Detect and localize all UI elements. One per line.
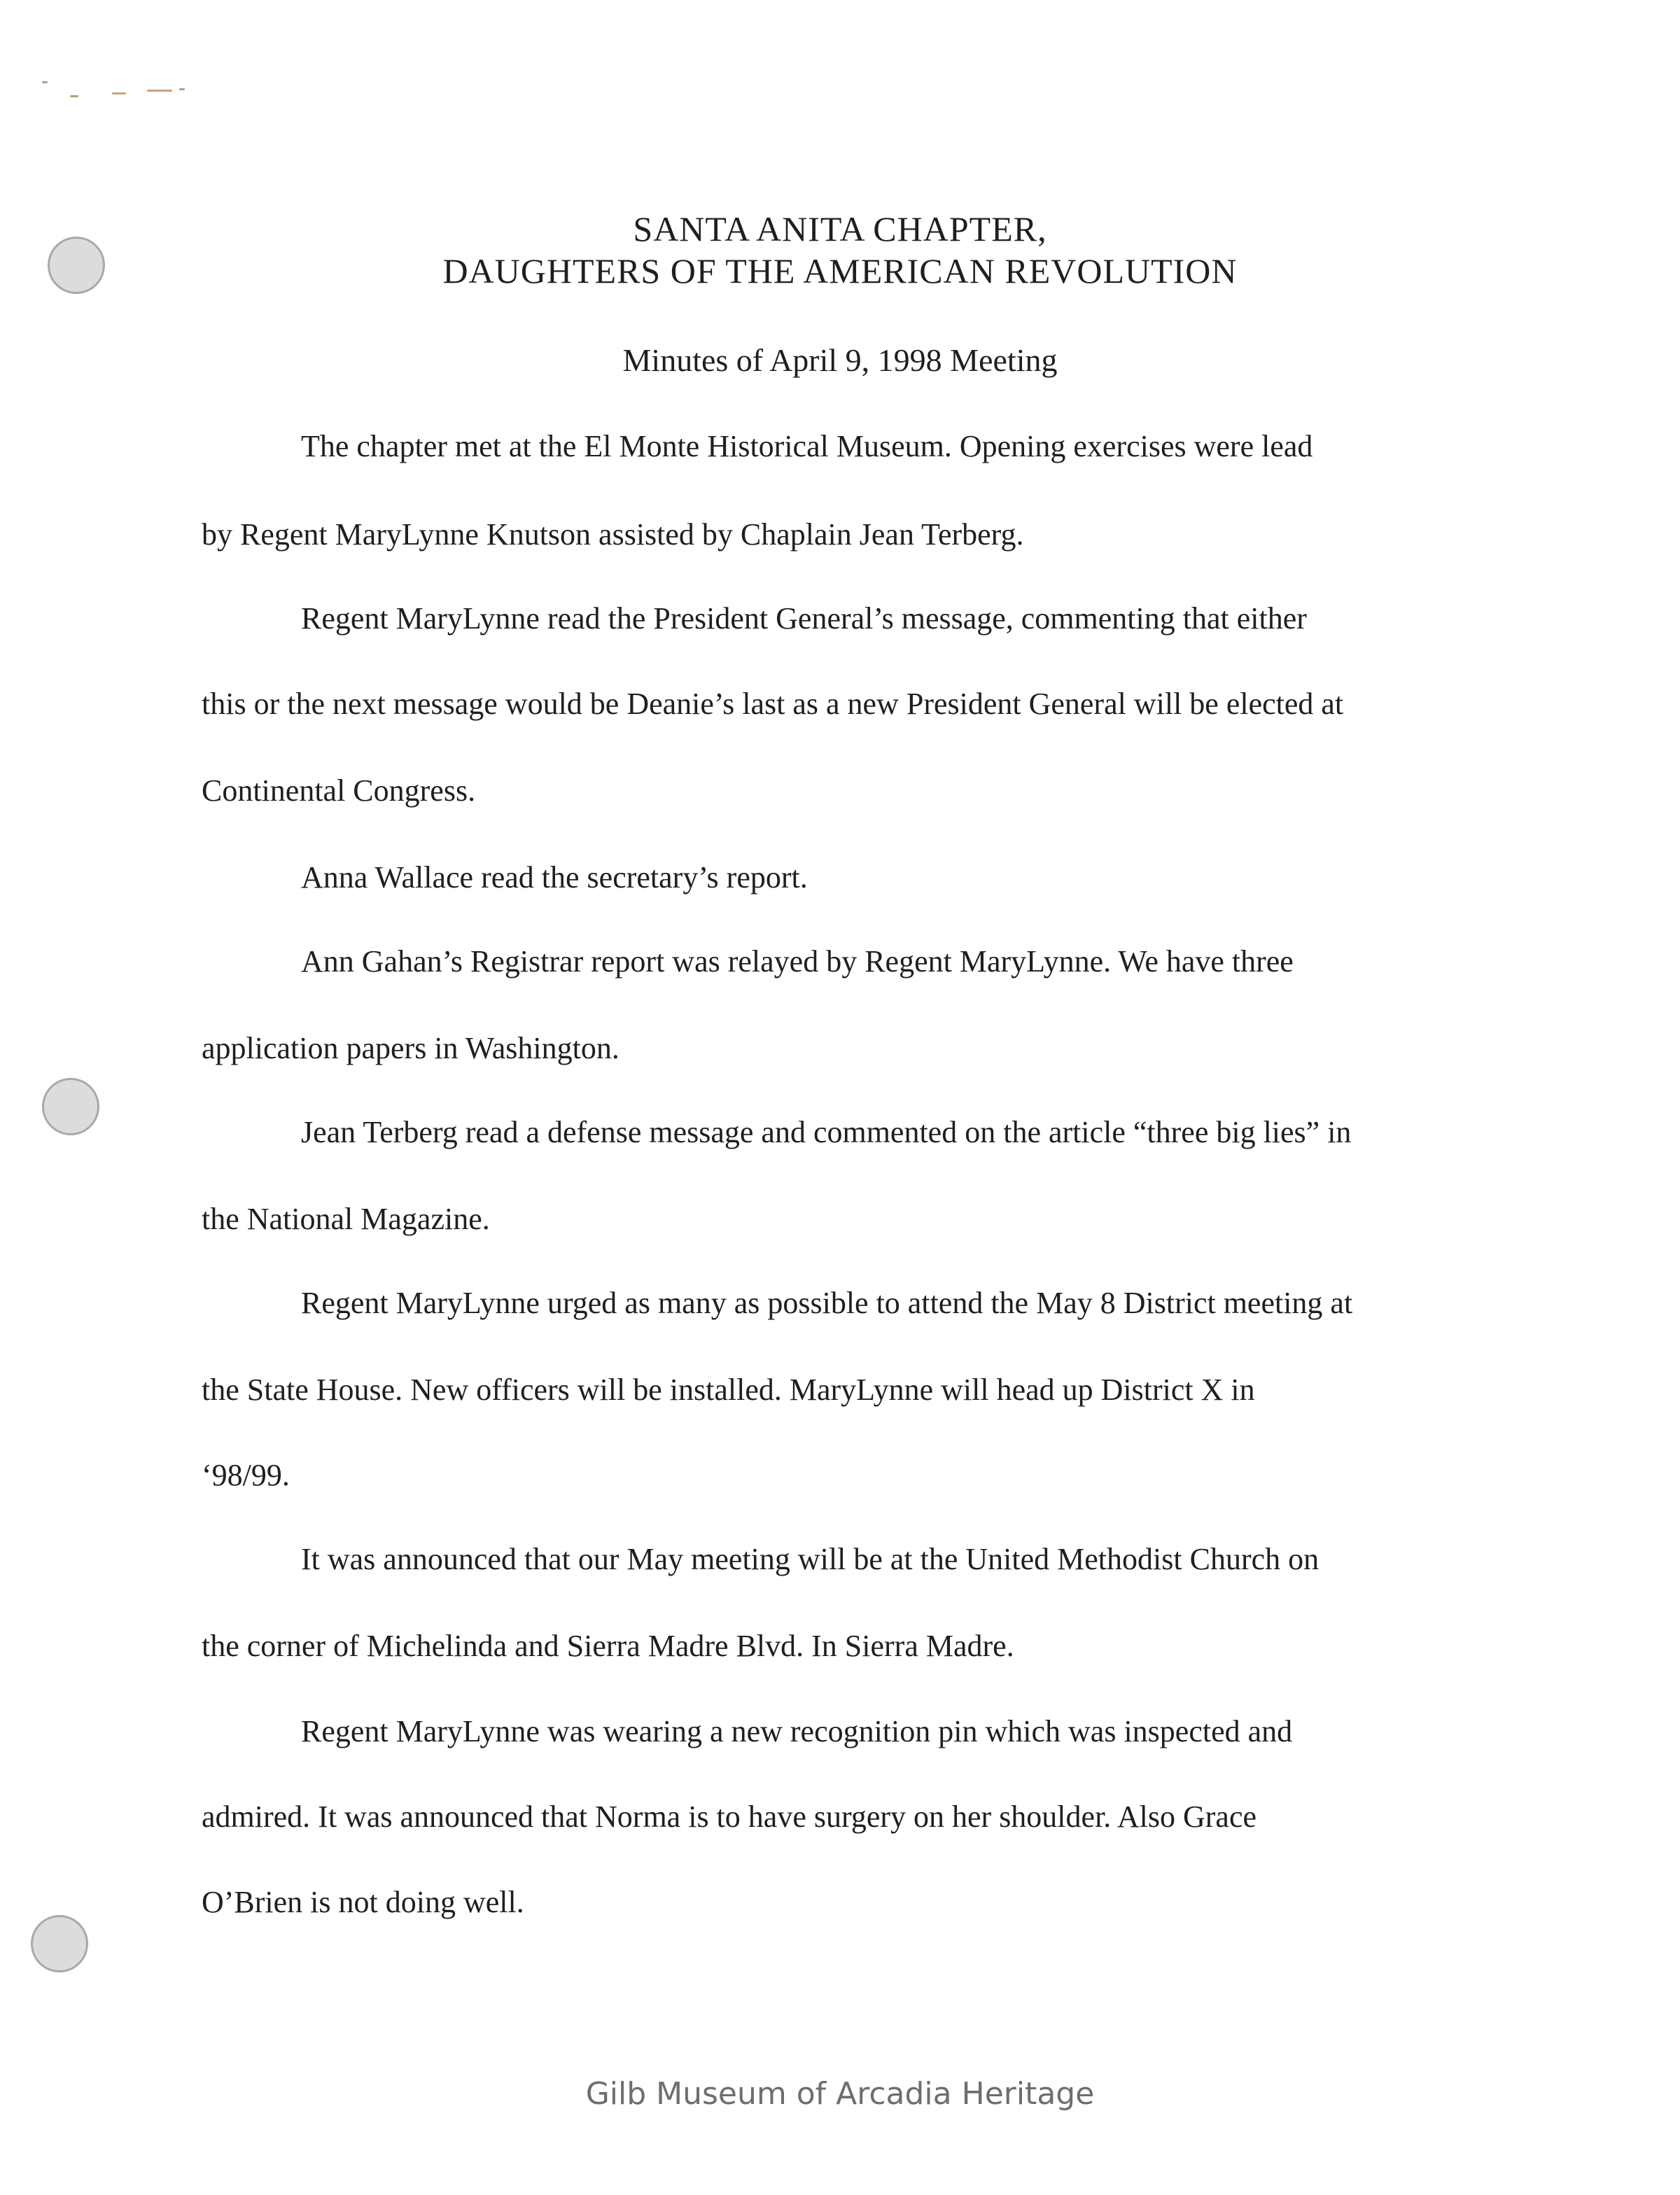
minutes-line: Ann Gahan’s Registrar report was relayed by Regent MaryLynne. We have three [301, 944, 1294, 979]
minutes-line: Continental Congress. [202, 773, 476, 808]
minutes-line: Regent MaryLynne urged as many as possible to attend the May 8 District meeting at [301, 1286, 1353, 1320]
minutes-line: this or the next message would be Deanie’s last as a new President General will be elected at [202, 687, 1344, 721]
punch-hole-bottom [31, 1915, 88, 1972]
minutes-line: the State House. New officers will be installed. MaryLynne will head up District X in [202, 1373, 1255, 1407]
minutes-line: the National Magazine. [202, 1202, 490, 1236]
minutes-line: The chapter met at the El Monte Historical Museum. Opening exercises were lead [301, 429, 1313, 463]
paper-specks [42, 77, 196, 105]
minutes-line: admired. It was announced that Norma is to have surgery on her shoulder. Also Grace [202, 1800, 1256, 1834]
minutes-line: the corner of Michelinda and Sierra Madre Blvd. In Sierra Madre. [202, 1629, 1014, 1663]
punch-hole-middle [42, 1078, 99, 1135]
minutes-line: It was announced that our May meeting will be at the United Methodist Church on [301, 1542, 1320, 1576]
chapter-title: SANTA ANITA CHAPTER, [633, 209, 1047, 248]
minutes-line: ‘98/99. [202, 1458, 290, 1492]
minutes-line: by Regent MaryLynne Knutson assisted by Chaplain Jean Terberg. [202, 517, 1024, 552]
minutes-line: Regent MaryLynne read the President General’s message, commenting that either [301, 601, 1307, 636]
minutes-line: Anna Wallace read the secretary’s report. [301, 860, 808, 895]
minutes-line: O’Brien is not doing well. [202, 1885, 524, 1919]
minutes-line: Jean Terberg read a defense message and commented on the article “three big lies” in [301, 1115, 1352, 1149]
minutes-line: application papers in Washington. [202, 1031, 620, 1065]
organization-title: DAUGHTERS OF THE AMERICAN REVOLUTION [442, 251, 1238, 290]
minutes-subtitle: Minutes of April 9, 1998 Meeting [622, 342, 1058, 378]
archive-watermark: Gilb Museum of Arcadia Heritage [585, 2076, 1095, 2112]
minutes-line: Regent MaryLynne was wearing a new recognition pin which was inspected and [301, 1714, 1293, 1748]
